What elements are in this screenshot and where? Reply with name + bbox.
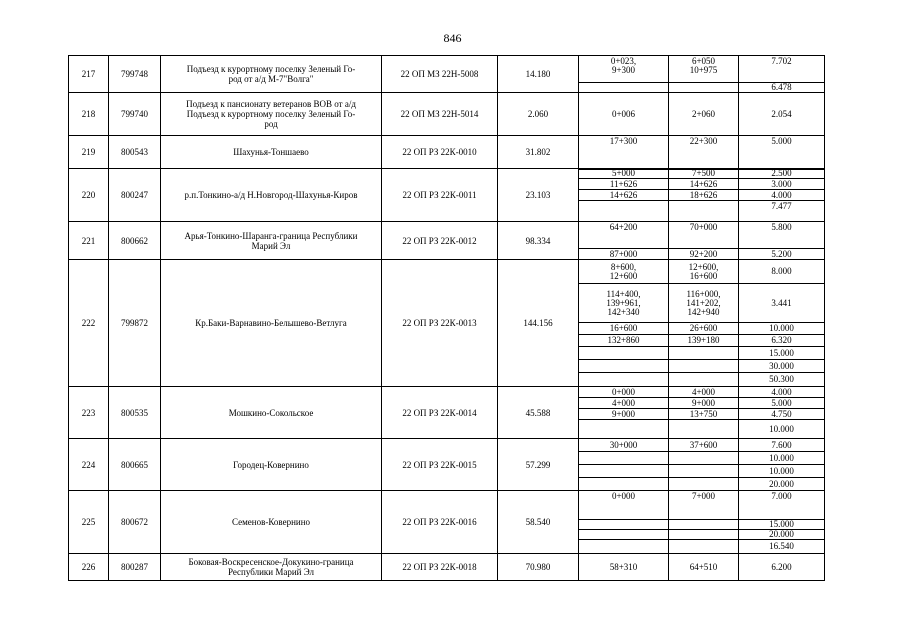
segment-value: 6.478 [738,82,825,93]
road-length: 31.802 [497,135,579,169]
segment-to [668,464,739,478]
segment-value: 10.000 [738,322,825,335]
segment-to: 64+510 [668,553,739,581]
segment-value: 15.000 [738,519,825,530]
segment-to: 12+600, 16+600 [668,259,739,284]
road-code: 22 ОП МЗ 22Н-5008 [381,55,498,93]
segment-value: 16.540 [738,539,825,554]
segment-to: 7+500 [668,168,739,179]
road-name: Боковая-Воскресенское-Докукино-граница Республики Марий Эл [160,553,382,581]
road-length: 23.103 [497,168,579,222]
segment-value: 2.054 [738,92,825,136]
segment-from: 4+000 [578,397,669,409]
road-id: 800535 [108,386,161,439]
segment-to: 26+600 [668,322,739,335]
segment-from: 132+860 [578,334,669,347]
segment-value: 7.000 [738,490,825,520]
road-id: 800665 [108,438,161,491]
segment-from: 0+000 [578,386,669,398]
road-name: Городец-Ковернино [160,438,382,491]
segment-value: 5.200 [738,248,825,260]
segment-from: 16+600 [578,322,669,335]
road-length: 57.299 [497,438,579,491]
road-name: Мошкино-Сокольское [160,386,382,439]
road-name: Подъезд к курортному поселку Зеленый Го- род от а/д М-7"Волга" [160,55,382,93]
road-length: 144.156 [497,259,579,387]
road-code: 22 ОП РЗ 22К-0011 [381,168,498,222]
road-id: 799740 [108,92,161,136]
segment-value: 15.000 [738,346,825,360]
segment-value: 4.750 [738,408,825,420]
segment-from: 11+626 [578,178,669,190]
row-number: 218 [68,92,109,136]
road-length: 58.540 [497,490,579,554]
segment-value: 20.000 [738,477,825,491]
segment-from [578,477,669,491]
road-name: Арья-Тонкино-Шаранга-граница Республики Марий Эл [160,221,382,260]
segment-from [578,419,669,439]
segment-from: 0+006 [578,92,669,136]
segment-from: 0+023, 9+300 [578,55,669,83]
segment-from: 17+300 [578,135,669,169]
road-name: Кр.Баки-Варнавино-Белышево-Ветлуга [160,259,382,387]
road-id: 800247 [108,168,161,222]
segment-to: 70+000 [668,221,739,249]
segment-from: 114+400, 139+961, 142+340 [578,283,669,323]
segment-to: 92+200 [668,248,739,260]
road-name: р.п.Тонкино-а/д Н.Новгород-Шахунья-Киров [160,168,382,222]
road-code: 22 ОП МЗ 22Н-5014 [381,92,498,136]
segment-value: 5.000 [738,397,825,409]
segment-value: 8.000 [738,259,825,284]
row-number: 226 [68,553,109,581]
road-code: 22 ОП РЗ 22К-0015 [381,438,498,491]
segment-to: 116+000, 141+202, 142+940 [668,283,739,323]
road-code: 22 ОП РЗ 22К-0018 [381,553,498,581]
segment-value: 7.477 [738,200,825,222]
segment-from: 58+310 [578,553,669,581]
segment-value: 5.000 [738,135,825,169]
segment-from: 14+626 [578,189,669,201]
segment-from [578,451,669,465]
segment-to [668,200,739,222]
road-code: 22 ОП РЗ 22К-0012 [381,221,498,260]
segment-value: 10.000 [738,464,825,478]
segment-to: 139+180 [668,334,739,347]
segment-to: 18+626 [668,189,739,201]
road-length: 14.180 [497,55,579,93]
segment-value: 3.441 [738,283,825,323]
segment-from [578,464,669,478]
segment-from: 87+000 [578,248,669,260]
segment-to [668,539,739,554]
segment-to [668,477,739,491]
segment-from: 30+000 [578,438,669,452]
segment-from: 5+000 [578,168,669,179]
segment-from: 0+000 [578,490,669,520]
road-id: 800287 [108,553,161,581]
segment-to: 2+060 [668,92,739,136]
segment-value: 6.200 [738,553,825,581]
road-id: 799872 [108,259,161,387]
page-number: 846 [443,31,462,45]
segment-value: 4.000 [738,386,825,398]
segment-value: 6.320 [738,334,825,347]
segment-value: 7.702 [738,55,825,83]
road-length: 70.980 [497,553,579,581]
segment-to: 37+600 [668,438,739,452]
segment-from [578,539,669,554]
segment-from [578,200,669,222]
segment-from [578,372,669,387]
row-number: 220 [68,168,109,222]
segment-from [578,346,669,360]
row-number: 224 [68,438,109,491]
segment-value: 5.800 [738,221,825,249]
segment-to: 6+050 10+975 [668,55,739,83]
segment-value: 7.600 [738,438,825,452]
road-length: 2.060 [497,92,579,136]
road-id: 800662 [108,221,161,260]
row-number: 222 [68,259,109,387]
road-code: 22 ОП РЗ 22К-0010 [381,135,498,169]
road-name: Семенов-Ковернино [160,490,382,554]
road-code: 22 ОП РЗ 22К-0016 [381,490,498,554]
segment-value: 50.300 [738,372,825,387]
road-name: Шахунья-Тоншаево [160,135,382,169]
segment-to [668,372,739,387]
segment-to [668,451,739,465]
row-number: 217 [68,55,109,93]
segment-from [578,359,669,373]
segment-value: 10.000 [738,451,825,465]
segment-from: 64+200 [578,221,669,249]
road-code: 22 ОП РЗ 22К-0014 [381,386,498,439]
segment-from: 8+600, 12+600 [578,259,669,284]
row-number: 223 [68,386,109,439]
road-code: 22 ОП РЗ 22К-0013 [381,259,498,387]
segment-value: 4.000 [738,189,825,201]
segment-to [668,359,739,373]
segment-value: 30.000 [738,359,825,373]
segment-to: 9+000 [668,397,739,409]
segment-to: 7+000 [668,490,739,520]
row-number: 219 [68,135,109,169]
segment-value: 2.500 [738,168,825,179]
roads-table [68,55,824,580]
segment-to [668,419,739,439]
segment-value: 20.000 [738,529,825,540]
segment-to: 4+000 [668,386,739,398]
road-id: 800543 [108,135,161,169]
segment-from: 9+000 [578,408,669,420]
row-number: 225 [68,490,109,554]
road-id: 799748 [108,55,161,93]
row-number: 221 [68,221,109,260]
segment-to [668,346,739,360]
segment-to: 22+300 [668,135,739,169]
segment-value: 3.000 [738,178,825,190]
segment-to: 13+750 [668,408,739,420]
segment-value: 10.000 [738,419,825,439]
segment-to: 14+626 [668,178,739,190]
road-length: 98.334 [497,221,579,260]
road-id: 800672 [108,490,161,554]
road-name: Подъезд к пансионату ветеранов ВОВ от а/д Подъезд к курортному поселку Зеленый Го- род [160,92,382,136]
road-length: 45.588 [497,386,579,439]
